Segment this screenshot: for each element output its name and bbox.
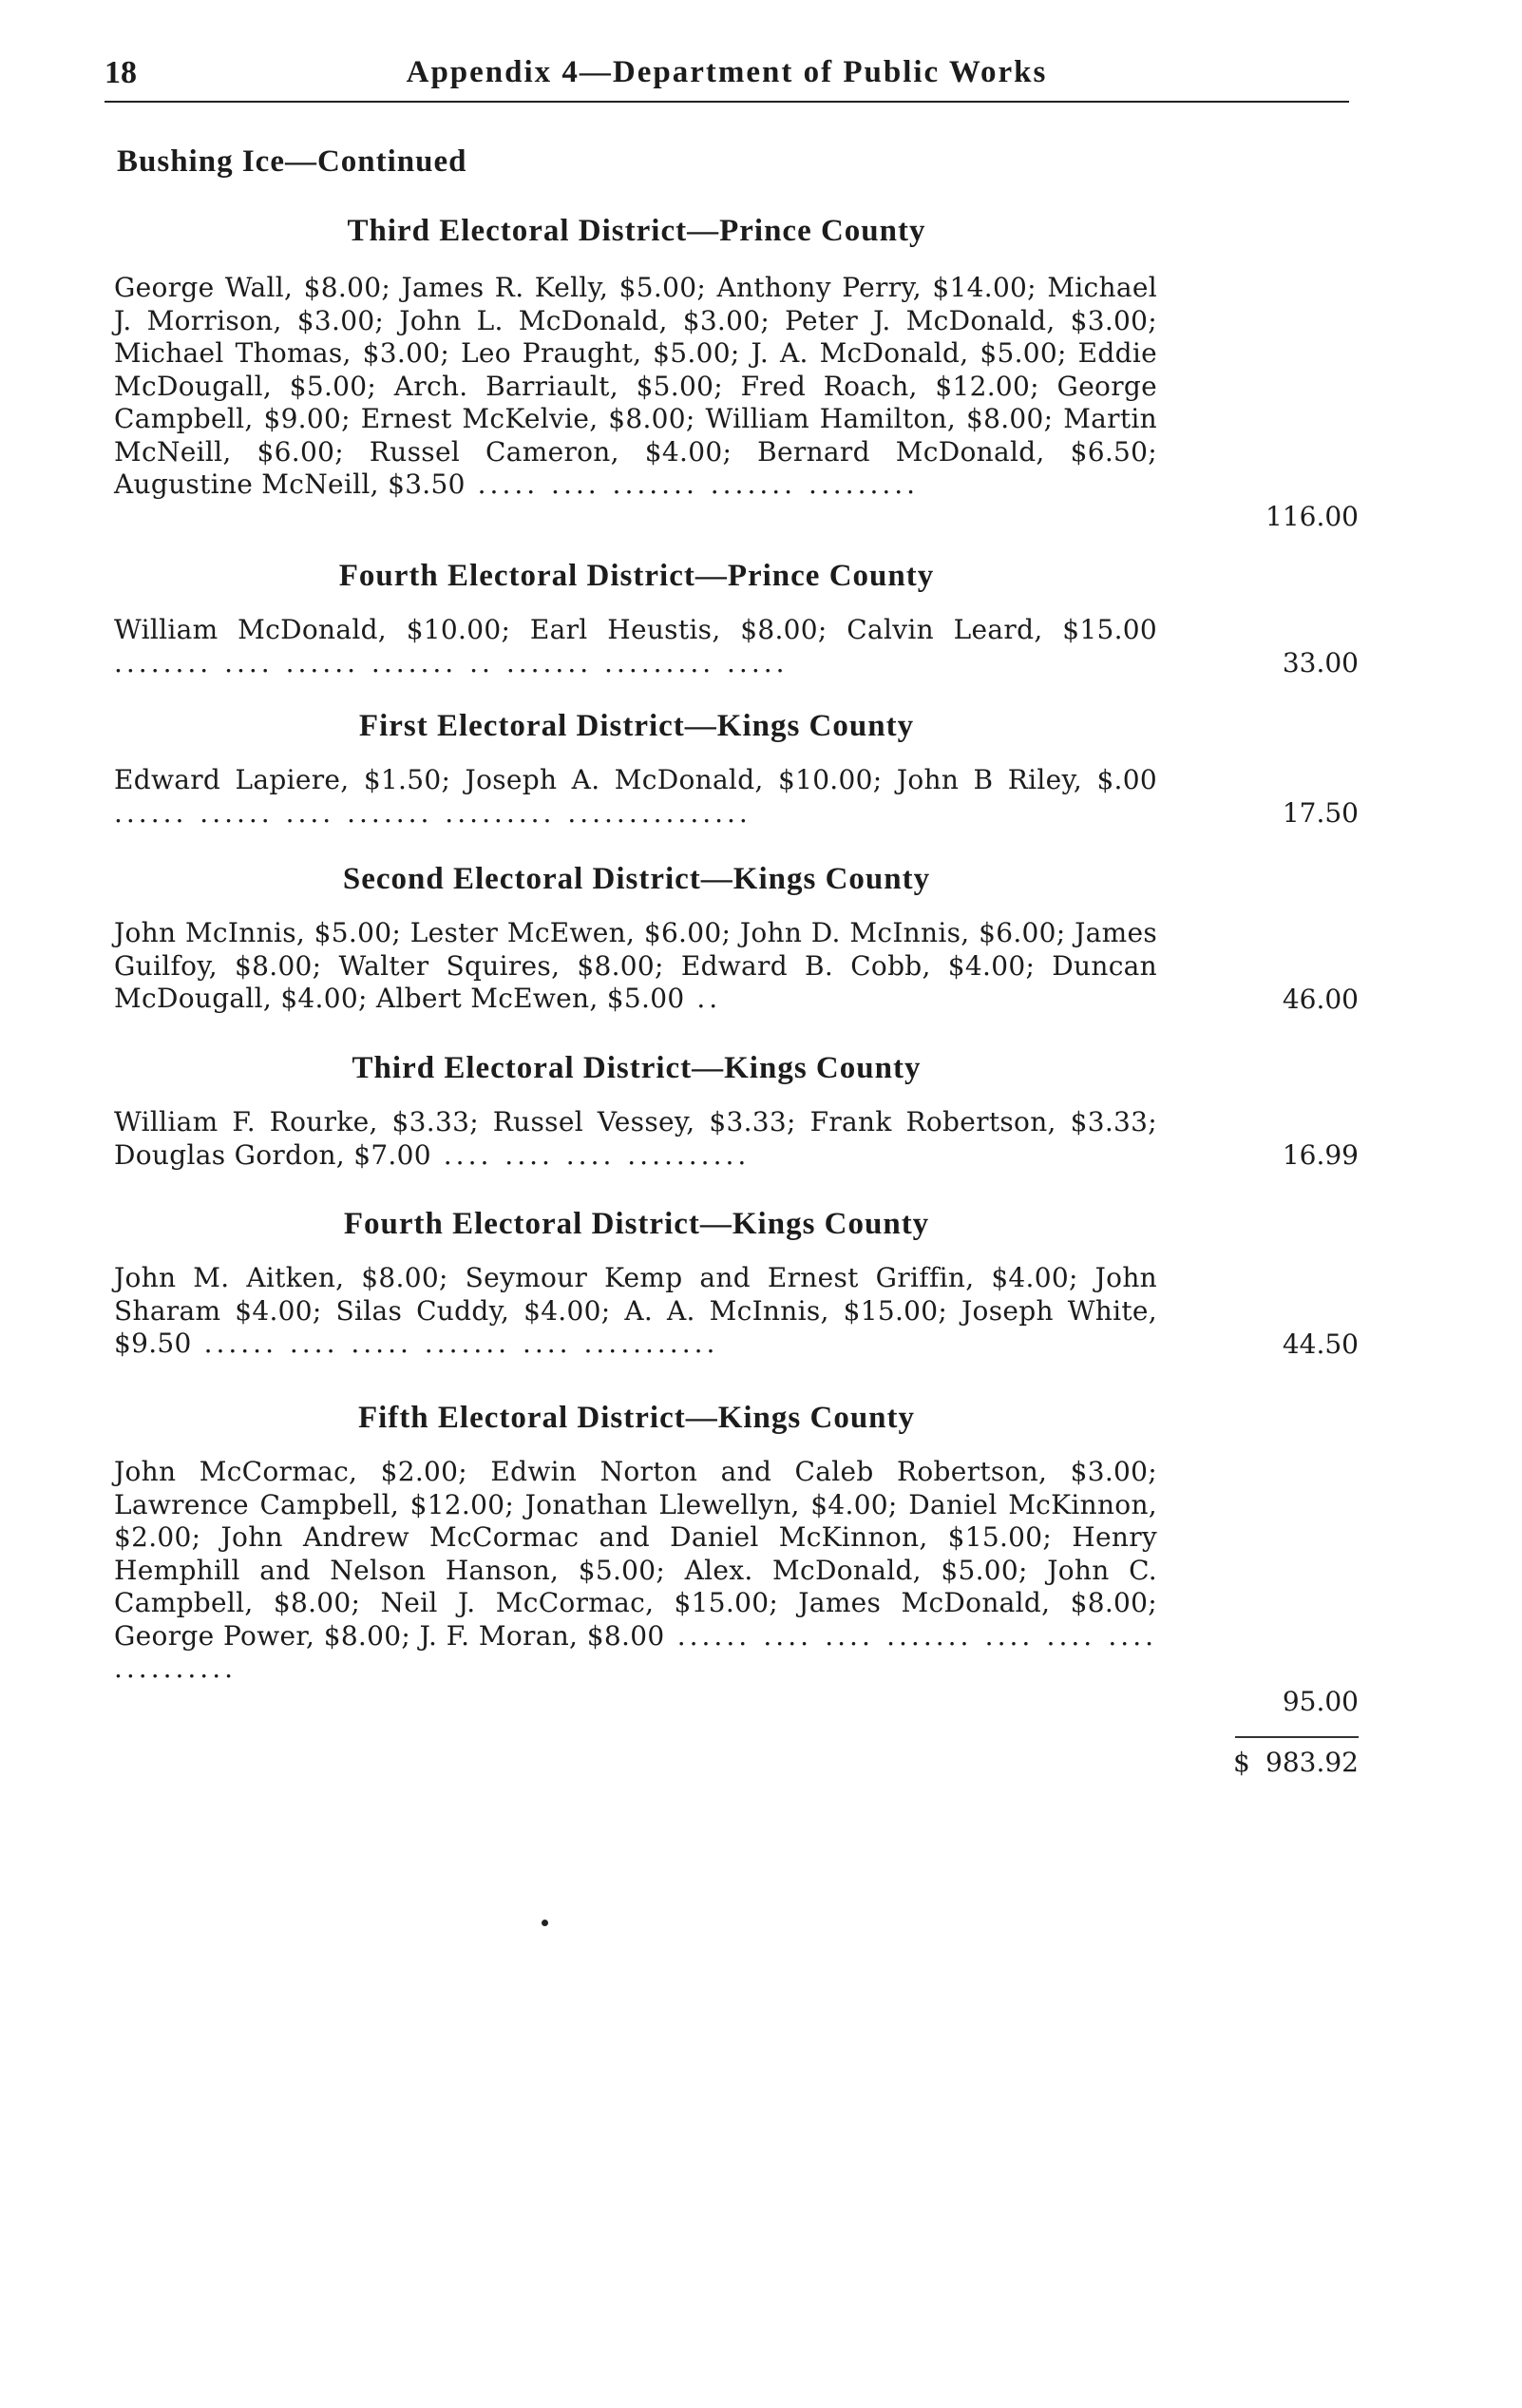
page-header xyxy=(105,55,1349,103)
page-title: Appendix 4—Department of Public Works xyxy=(406,55,1048,89)
section-entries: John McCormac, $2.00; Edwin Norton and Caleb Robertson, $3.00; Lawrence Campbell, $12.00; Jonathan Llewellyn, $4.00; Daniel McKinnon, $2.00; John Andrew McCormac and Daniel McKinnon, $15.00; Henry Hemphill and Nelson Hanson, $5.00; Alex. McDonald, $5.00; John C. Campbell, $8.00; Neil J. McCormac, $15.00; James McDonald, $8.00; George Power, $8.00; J. F. Moran, $8.00 ...... .... .... ....... .... .... .... .......... xyxy=(114,1456,1158,1684)
subject-heading: Bushing Ice—Continued xyxy=(117,144,467,179)
entries-text: Edward Lapiere, $1.50; Joseph A. McDonald, $10.00; John B Riley, $.00 xyxy=(114,764,1157,795)
section-entries: Edward Lapiere, $1.50; Joseph A. McDonald, $10.00; John B Riley, $.00 ...... ...... .... ....... ......... ............... xyxy=(114,764,1157,829)
section-amount: 17.50 xyxy=(1282,797,1359,829)
section-entries: William F. Rourke, $3.33; Russel Vessey, $3.33; Frank Robertson, $3.33; Douglas Gordon, $7.00 .... .... .... .......... xyxy=(114,1106,1157,1171)
section-amount: 46.00 xyxy=(1282,984,1359,1015)
total-currency: $ xyxy=(1233,1747,1250,1778)
grand-total: 983.92 xyxy=(1265,1747,1359,1778)
entries-text: John McInnis, $5.00; Lester McEwen, $6.00; John D. McInnis, $6.00; James Guilfoy, $8.00; Walter Squires, $8.00; Edward B. Cobb, $4.00; Duncan McDougall, $4.00; Albert McEwen, $5.00 xyxy=(114,917,1157,1014)
section-amount: 95.00 xyxy=(1282,1686,1359,1717)
header-rule xyxy=(105,101,1349,103)
page-number: 18 xyxy=(105,55,137,90)
section-amount: 33.00 xyxy=(1282,647,1359,678)
section-title: First Electoral District—Kings County xyxy=(358,709,915,743)
section-title: Fourth Electoral District—Kings County xyxy=(343,1207,930,1241)
section-amount: 16.99 xyxy=(1282,1139,1359,1171)
section-title: Third Electoral District—Prince County xyxy=(347,214,926,248)
section-amount: 44.50 xyxy=(1282,1328,1359,1360)
section-title: Fifth Electoral District—Kings County xyxy=(357,1401,916,1435)
section-entries: William McDonald, $10.00; Earl Heustis, $8.00; Calvin Leard, $15.00 ........ .... ...... ....... .. ....... ......... ..... xyxy=(114,614,1157,678)
entries-text: William McDonald, $10.00; Earl Heustis, $8.00; Calvin Leard, $15.00 xyxy=(114,614,1157,645)
entries-text: John M. Aitken, $8.00; Seymour Kemp and Ernest Griffin, $4.00; John Sharam $4.00; Silas Cuddy, $4.00; A. A. McInnis, $15.00; Joseph White, $9.50 xyxy=(114,1262,1157,1359)
ink-speck xyxy=(542,1920,548,1926)
section-entries: John McInnis, $5.00; Lester McEwen, $6.00; John D. McInnis, $6.00; James Guilfoy, $8.00; Walter Squires, $8.00; Edward B. Cobb, $4.00; Duncan McDougall, $4.00; Albert McEwen, $5.00 .. xyxy=(114,917,1157,1014)
entries-text: William F. Rourke, $3.33; Russel Vessey, $3.33; Frank Robertson, $3.33; Douglas Gordon, $7.00 xyxy=(114,1106,1157,1171)
section-entries: George Wall, $8.00; James R. Kelly, $5.00; Anthony Perry, $14.00; Michael J. Morrison, $3.00; John L. McDonald, $3.00; Peter J. McDonald, $3.00; Michael Thomas, $3.00; Leo Praught, $5.00; J. A. McDonald, $5.00; Eddie McDougall, $5.00; Arch. Barriault, $5.00; Fred Roach, $12.00; George Campbell, $9.00; Ernest McKelvie, $8.00; William Hamilton, $8.00; Martin McNeill, $6.00; Russel Cameron, $4.00; Bernard McDonald, $6.50; Augustine McNeill, $3.50 ..... .... ....... ....... ......... xyxy=(114,272,1157,500)
section-entries: John M. Aitken, $8.00; Seymour Kemp and Ernest Griffin, $4.00; John Sharam $4.00; Silas Cuddy, $4.00; A. A. McInnis, $15.00; Joseph White, $9.50 ...... .... ..... ....... .... ........... xyxy=(114,1262,1157,1359)
section-title: Fourth Electoral District—Prince County xyxy=(338,559,935,593)
section-amount: 116.00 xyxy=(1265,501,1359,532)
entries-text: John McCormac, $2.00; Edwin Norton and Caleb Robertson, $3.00; Lawrence Campbell, $12.00; Jonathan Llewellyn, $4.00; Daniel McKinnon, $2.00; John Andrew McCormac and Daniel McKinnon, $15.00; Henry Hemphill and Nelson Hanson, $5.00; Alex. McDonald, $5.00; John C. Campbell, $8.00; Neil J. McCormac, $15.00; James McDonald, $8.00; George Power, $8.00; J. F. Moran, $8.00 xyxy=(114,1456,1157,1652)
entries-text: George Wall, $8.00; James R. Kelly, $5.00; Anthony Perry, $14.00; Michael J. Morrison, $3.00; John L. McDonald, $3.00; Peter J. McDonald, $3.00; Michael Thomas, $3.00; Leo Praught, $5.00; J. A. McDonald, $5.00; Eddie McDougall, $5.00; Arch. Barriault, $5.00; Fred Roach, $12.00; George Campbell, $9.00; Ernest McKelvie, $8.00; William Hamilton, $8.00; Martin McNeill, $6.00; Russel Cameron, $4.00; Bernard McDonald, $6.50; Augustine McNeill, $3.50 xyxy=(114,272,1157,500)
total-rule xyxy=(1235,1736,1359,1738)
section-title: Second Electoral District—Kings County xyxy=(342,862,931,896)
section-title: Third Electoral District—Kings County xyxy=(352,1051,922,1085)
